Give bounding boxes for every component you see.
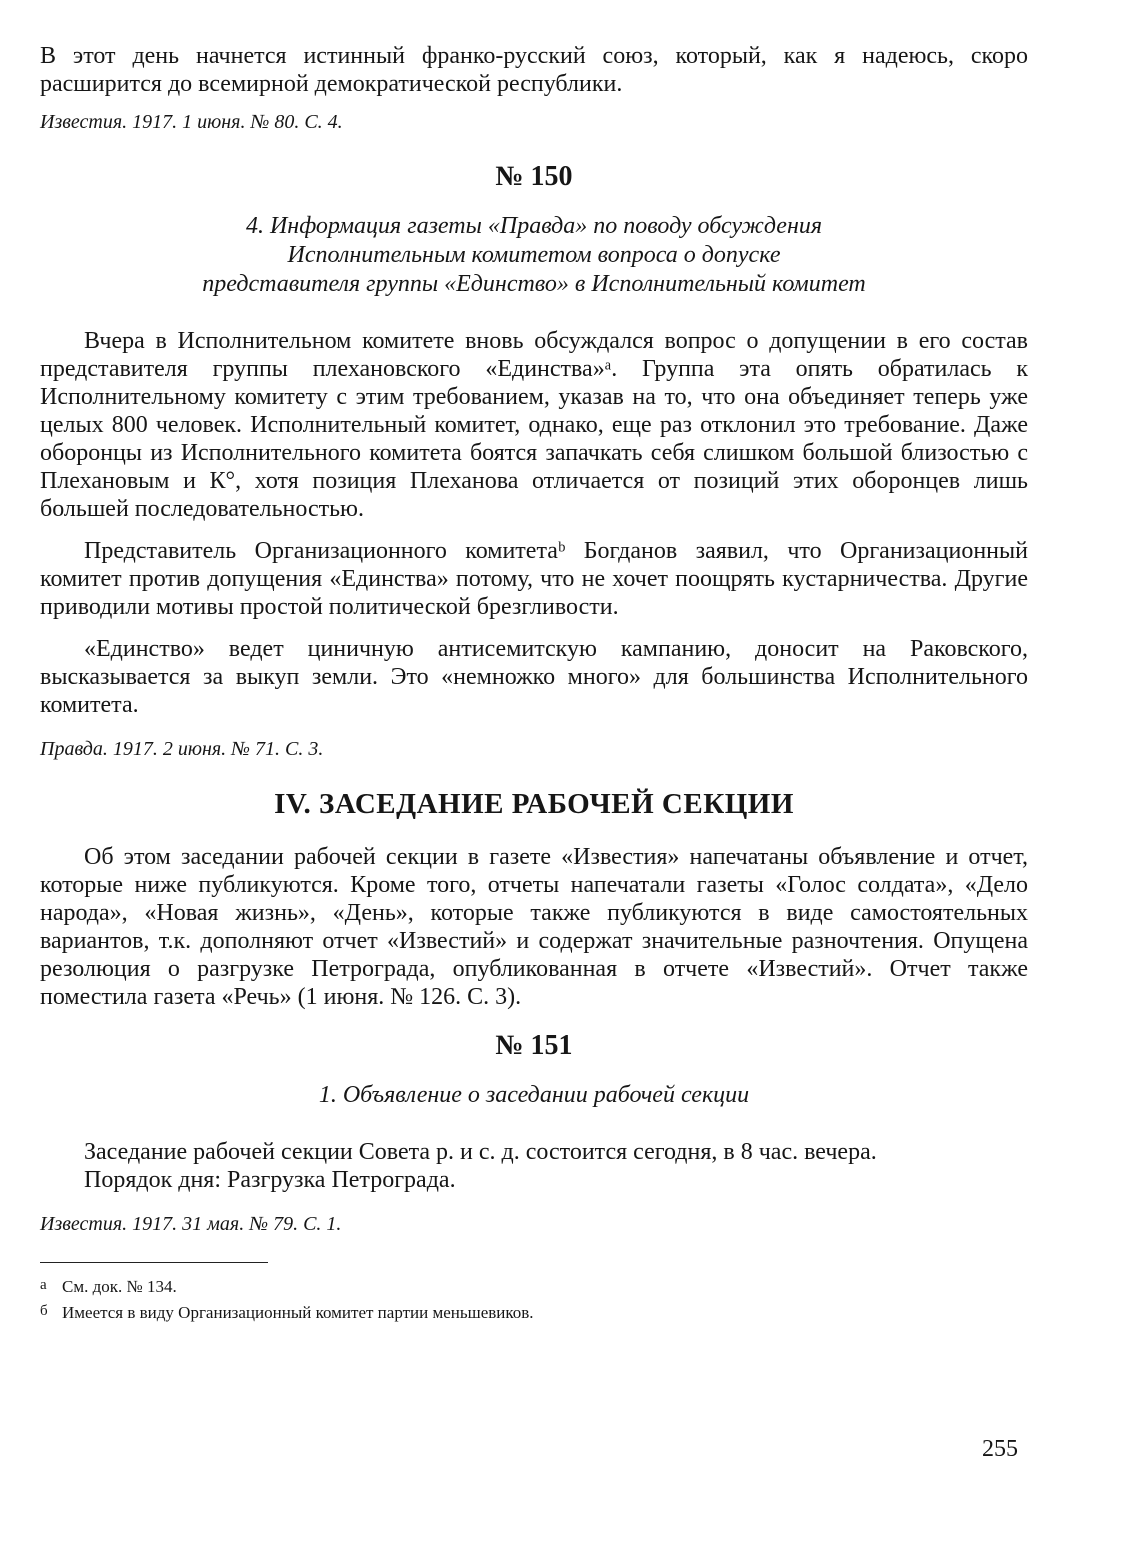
- footnote-marker: б: [40, 1303, 48, 1319]
- doc-151-line: Заседание рабочей секции Совета р. и с. д. состоится сегодня, в 8 час. вечера.: [84, 1139, 877, 1165]
- footnote-marker: а: [40, 1277, 47, 1293]
- doc-151-source: Известия. 1917. 31 мая. № 79. С. 1.: [40, 1213, 342, 1235]
- footnote: [40, 1273, 1028, 1299]
- doc-150-title-line: Исполнительным комитетом вопроса о допуске: [287, 242, 781, 268]
- doc-151-line: Порядок дня: Разгрузка Петрограда.: [84, 1167, 456, 1193]
- doc-150-number: № 150: [495, 161, 573, 192]
- section-heading: IV. ЗАСЕДАНИЕ РАБОЧЕЙ СЕКЦИИ: [274, 788, 794, 820]
- footnote-text: Имеется в виду Организационный комитет партии меньшевиков.: [62, 1303, 534, 1322]
- doc-150-paragraph: Представитель Организационного комитетаᵇ Богданов заявил, что Организационный комитет против допущения «Единства» потому, что не хочет поощрять кустарничества. Другие приводили мотивы простой политической брезгливости.: [40, 538, 1028, 620]
- footnote-text: См. док. № 134.: [62, 1277, 177, 1296]
- doc-151-title: 1. Объявление о заседании рабочей секции: [318, 1082, 750, 1108]
- opening-paragraph: В этот день начнется истинный франко-русский союз, который, как я надеюсь, скоро расширится до всемирной демократической республики.: [40, 43, 1028, 97]
- doc-151-announcement: [40, 1138, 1028, 1194]
- doc-150-title-line: 4. Информация газеты «Правда» по поводу обсуждения: [245, 213, 823, 239]
- doc-150-title-line: представителя группы «Единство» в Исполнительный комитет: [202, 271, 866, 297]
- doc-150-paragraph: Вчера в Исполнительном комитете вновь обсуждался вопрос о допущении в его состав представителя группы плехановского «Единства»ᵃ. Группа эта опять обратилась к Исполнительному комитету с этим требованием, указав на то, что она объединяет теперь уже целых 800 человек. Исполнительный комитет, однако, еще раз отклонил это требование. Даже оборонцы из Исполнительного комитета боятся запачкать себя слишком большой близостью с Плехановым и К°, хотя позиция Плеханова отличается от позиций этих оборонцев лишь большей последовательностью.: [40, 328, 1028, 522]
- doc-150-title: [40, 212, 1028, 299]
- footnote: [40, 1299, 1028, 1325]
- doc-150-source: Правда. 1917. 2 июня. № 71. С. 3.: [40, 738, 324, 760]
- page-number: 255: [982, 1436, 1018, 1462]
- doc-150-paragraph: «Единство» ведет циничную антисемитскую кампанию, доносит на Раковского, высказывается за выкуп земли. Это «немножко много» для большинства Исполнительного комитета.: [40, 636, 1028, 718]
- opening-source: Известия. 1917. 1 июня. № 80. С. 4.: [40, 111, 343, 133]
- doc-151-number: № 151: [495, 1030, 573, 1061]
- section-intro: Об этом заседании рабочей секции в газете «Известия» напечатаны объявление и отчет, которые ниже публикуются. Кроме того, отчеты напечатали газеты «Голос солдата», «Дело народа», «Новая жизнь», «День», которые также публикуются в виде самостоятельных вариантов, т.к. дополняют отчет «Известий» и содержат значительные разночтения. Опущена резолюция о разгрузке Петрограда, опубликованная в отчете «Известий». Отчет также поместила газета «Речь» (1 июня. № 126. С. 3).: [40, 844, 1028, 1010]
- footnote-divider: [40, 1262, 268, 1263]
